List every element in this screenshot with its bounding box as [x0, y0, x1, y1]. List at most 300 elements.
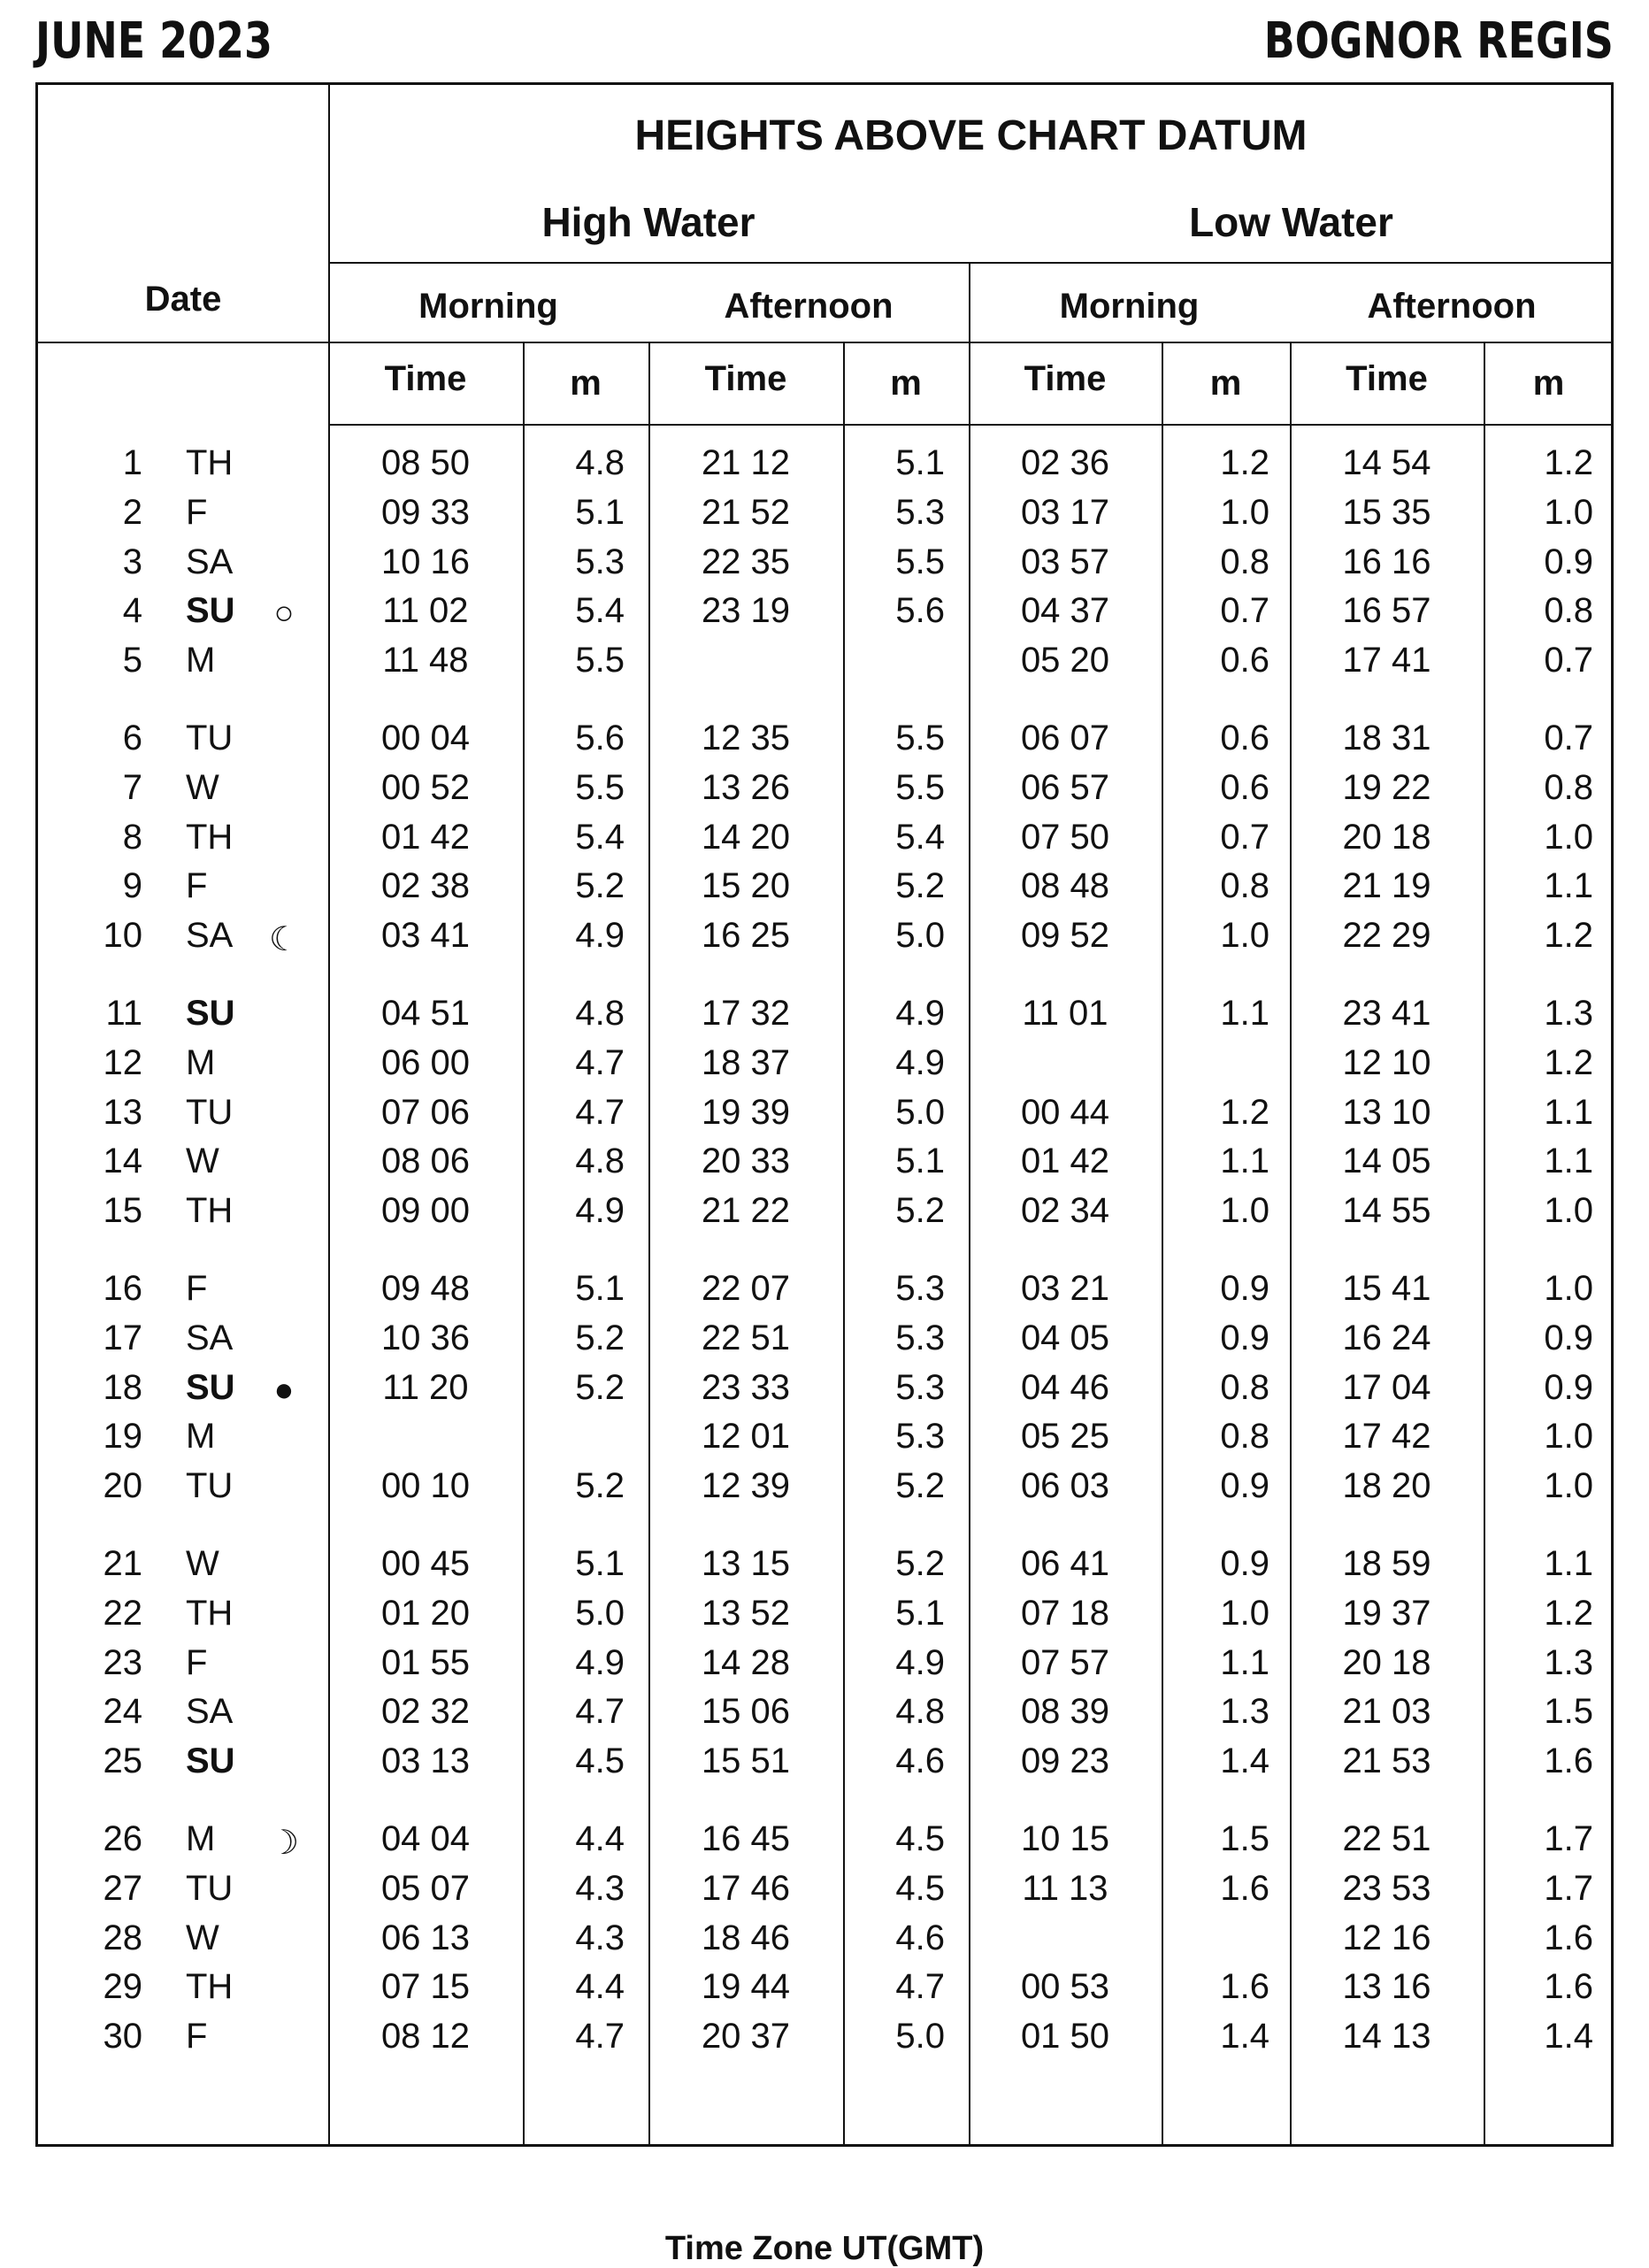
- hw-morning-time: 11 20: [382, 1367, 469, 1407]
- day-of-week: TH: [186, 817, 234, 857]
- hw-afternoon-time: 13 26: [701, 767, 791, 807]
- hw-morning-height: 5.2: [575, 1367, 625, 1407]
- hw-afternoon-height: 5.3: [895, 1318, 945, 1357]
- lw-morning-time: 11 13: [1022, 1868, 1108, 1908]
- lw-morning-height: 1.1: [1220, 1642, 1269, 1682]
- day-of-week: SU: [186, 1367, 235, 1407]
- lw-morning-height: 0.6: [1220, 767, 1269, 807]
- hw-afternoon-height: 4.6: [895, 1741, 945, 1781]
- date-header: Date: [144, 280, 222, 319]
- hw-afternoon-time: 17 46: [701, 1868, 791, 1908]
- hw-afternoon-height: 5.2: [895, 1466, 945, 1506]
- lw-afternoon-time: 15 41: [1342, 1269, 1431, 1308]
- page-title-location: BOGNOR REGIS: [1263, 12, 1614, 70]
- hw-pm-m-header: m: [890, 364, 922, 403]
- hw-morning-time: 06 13: [380, 1918, 471, 1957]
- hw-afternoon-height: 4.6: [895, 1918, 945, 1957]
- lw-afternoon-time: 15 35: [1342, 492, 1431, 532]
- hw-morning-time: 02 38: [380, 866, 471, 906]
- lw-morning-height: 1.5: [1220, 1819, 1269, 1858]
- day-number: 1: [122, 443, 142, 482]
- hw-morning-height: 4.8: [575, 994, 625, 1033]
- hw-morning-height: 4.8: [575, 443, 625, 482]
- day-number: 2: [122, 492, 142, 532]
- hw-afternoon-height: 5.2: [895, 1191, 945, 1231]
- lw-afternoon-height: 0.9: [1544, 542, 1593, 581]
- hw-morning-height: 4.9: [575, 1191, 625, 1231]
- hw-morning-height: 4.9: [575, 1642, 625, 1682]
- hw-morning-time: 04 04: [380, 1819, 471, 1858]
- hw-afternoon-height: 5.3: [895, 492, 945, 532]
- lw-morning-time: 10 15: [1020, 1819, 1110, 1858]
- day-of-week: F: [186, 2017, 208, 2057]
- lw-morning-header: Morning: [1059, 287, 1200, 326]
- day-number: 17: [103, 1318, 142, 1357]
- hw-afternoon-height: 4.9: [895, 1042, 945, 1082]
- hw-afternoon-time: 14 20: [701, 817, 791, 857]
- hw-afternoon-time: 12 01: [701, 1417, 791, 1457]
- lw-afternoon-height: 1.3: [1544, 994, 1593, 1033]
- day-number: 19: [103, 1417, 142, 1457]
- hw-morning-height: 4.4: [575, 1967, 625, 2007]
- lw-afternoon-time: 21 19: [1342, 866, 1431, 906]
- lw-afternoon-time: 20 18: [1342, 1642, 1431, 1682]
- day-number: 20: [103, 1466, 142, 1506]
- lw-afternoon-time: 14 55: [1342, 1191, 1431, 1231]
- day-number: 26: [103, 1819, 142, 1858]
- hw-afternoon-time: 22 07: [701, 1269, 791, 1308]
- lw-morning-time: 03 57: [1020, 542, 1110, 581]
- hw-am-time-header: Time: [384, 359, 467, 398]
- hw-morning-height: 4.9: [575, 916, 625, 956]
- hw-morning-height: 5.1: [575, 492, 625, 532]
- day-of-week: M: [186, 641, 216, 680]
- hw-afternoon-time: 16 25: [701, 916, 791, 956]
- hw-morning-time: 02 32: [380, 1692, 471, 1732]
- lw-morning-height: 0.6: [1220, 719, 1269, 757]
- lw-morning-time: 04 37: [1020, 591, 1110, 631]
- hw-afternoon-height: 4.9: [895, 994, 945, 1033]
- lw-morning-time: 03 17: [1020, 492, 1110, 532]
- lw-am-time-header: Time: [1024, 359, 1107, 398]
- lw-morning-height: 0.7: [1220, 591, 1269, 631]
- hw-morning-time: 09 00: [380, 1191, 471, 1231]
- moon-phase-icon: ●: [273, 1371, 295, 1409]
- lw-morning-time: 07 57: [1020, 1642, 1110, 1682]
- lw-pm-time-header: Time: [1346, 359, 1428, 398]
- day-of-week: SU: [186, 1741, 235, 1781]
- moon-phase-icon: ○: [273, 595, 295, 633]
- lw-afternoon-height: 1.3: [1544, 1642, 1593, 1682]
- hw-morning-time: 07 15: [380, 1967, 471, 2007]
- lw-morning-time: 06 03: [1020, 1466, 1110, 1506]
- day-of-week: M: [186, 1042, 216, 1082]
- lw-afternoon-time: 20 18: [1342, 817, 1431, 857]
- hw-morning-height: 5.4: [575, 591, 625, 631]
- lw-morning-height: 0.8: [1220, 542, 1269, 581]
- day-number: 25: [103, 1741, 142, 1781]
- lw-afternoon-time: 23 41: [1342, 994, 1431, 1033]
- lw-afternoon-height: 1.2: [1544, 1593, 1593, 1633]
- lw-afternoon-height: 0.9: [1544, 1367, 1593, 1407]
- lw-afternoon-height: 0.9: [1544, 1318, 1593, 1357]
- lw-afternoon-height: 1.1: [1544, 1092, 1593, 1132]
- lw-morning-height: 1.0: [1220, 916, 1269, 956]
- day-number: 30: [103, 2017, 142, 2057]
- hw-morning-time: 00 45: [380, 1544, 471, 1583]
- day-number: 14: [103, 1142, 142, 1181]
- day-number: 8: [122, 817, 142, 857]
- hw-afternoon-time: 21 12: [701, 443, 791, 482]
- hw-afternoon-time: 12 35: [701, 719, 791, 757]
- lw-morning-height: 0.8: [1220, 1417, 1269, 1457]
- lw-afternoon-time: 22 51: [1342, 1819, 1431, 1858]
- lw-afternoon-height: 1.6: [1544, 1967, 1593, 2007]
- lw-afternoon-height: 1.0: [1544, 1466, 1593, 1506]
- hw-morning-height: 5.5: [575, 641, 625, 680]
- lw-afternoon-height: 1.6: [1544, 1741, 1593, 1781]
- day-of-week: TH: [186, 1593, 234, 1633]
- lw-afternoon-height: 1.6: [1544, 1918, 1593, 1957]
- hw-afternoon-height: 5.3: [895, 1269, 945, 1308]
- day-number: 13: [103, 1092, 142, 1132]
- hw-morning-height: 5.4: [575, 817, 625, 857]
- lw-afternoon-time: 19 22: [1342, 767, 1431, 807]
- day-number: 5: [122, 641, 142, 680]
- lw-morning-height: 1.1: [1220, 994, 1269, 1033]
- hw-afternoon-time: 23 19: [701, 591, 791, 631]
- day-of-week: TU: [186, 1092, 234, 1132]
- day-number: 12: [103, 1042, 142, 1082]
- day-of-week: TH: [186, 443, 234, 482]
- hw-morning-time: 00 10: [380, 1466, 471, 1506]
- hw-morning-height: 4.3: [575, 1868, 625, 1908]
- day-number: 7: [122, 767, 142, 807]
- hw-am-m-header: m: [570, 364, 602, 403]
- hw-morning-time: 03 13: [380, 1741, 471, 1781]
- lw-afternoon-time: 17 04: [1342, 1367, 1431, 1407]
- hw-afternoon-header: Afternoon: [724, 287, 894, 326]
- day-number: 6: [122, 719, 142, 757]
- day-of-week: SA: [186, 1318, 234, 1357]
- lw-afternoon-height: 1.0: [1544, 1269, 1593, 1308]
- day-of-week: TU: [186, 719, 234, 757]
- lw-afternoon-time: 16 24: [1342, 1318, 1431, 1357]
- hw-morning-height: 5.2: [575, 866, 625, 906]
- lw-morning-time: 09 52: [1020, 916, 1110, 956]
- lw-morning-height: 1.6: [1220, 1967, 1269, 2007]
- hw-morning-time: 05 07: [380, 1868, 471, 1908]
- hw-morning-time: 11 48: [382, 641, 469, 680]
- lw-morning-time: 05 25: [1020, 1417, 1110, 1457]
- lw-morning-height: 0.8: [1220, 1367, 1269, 1407]
- hw-afternoon-height: 4.5: [895, 1868, 945, 1908]
- day-of-week: F: [186, 1269, 208, 1308]
- lw-morning-height: 0.9: [1220, 1318, 1269, 1357]
- lw-afternoon-height: 0.8: [1544, 591, 1593, 631]
- lw-morning-time: 07 18: [1020, 1593, 1110, 1633]
- hw-morning-time: 01 42: [380, 817, 471, 857]
- hw-morning-time: 11 02: [382, 591, 469, 631]
- lw-afternoon-height: 1.0: [1544, 492, 1593, 532]
- hw-afternoon-height: 4.9: [895, 1642, 945, 1682]
- day-of-week: TU: [186, 1868, 234, 1908]
- lw-afternoon-time: 16 57: [1342, 591, 1431, 631]
- lw-afternoon-time: 14 13: [1342, 2017, 1431, 2057]
- hw-morning-height: 4.3: [575, 1918, 625, 1957]
- high-water-header: High Water: [541, 199, 755, 245]
- lw-morning-height: 1.1: [1220, 1142, 1269, 1181]
- hw-afternoon-time: 18 37: [701, 1042, 791, 1082]
- lw-afternoon-height: 1.2: [1544, 916, 1593, 956]
- moon-phase-icon: ☽: [268, 1825, 300, 1862]
- lw-afternoon-height: 1.0: [1544, 817, 1593, 857]
- hw-morning-height: 4.5: [575, 1741, 625, 1781]
- day-of-week: SA: [186, 916, 234, 956]
- lw-afternoon-height: 1.0: [1544, 1417, 1593, 1457]
- lw-afternoon-height: 0.8: [1544, 767, 1593, 807]
- lw-afternoon-time: 18 59: [1342, 1544, 1431, 1583]
- day-of-week: TH: [186, 1967, 234, 2007]
- day-number: 18: [103, 1367, 142, 1407]
- lw-afternoon-height: 1.0: [1544, 1191, 1593, 1231]
- day-number: 29: [103, 1967, 142, 2007]
- lw-morning-time: 06 57: [1020, 767, 1110, 807]
- hw-morning-time: 08 50: [380, 443, 471, 482]
- hw-morning-time: 00 04: [380, 719, 471, 757]
- hw-afternoon-height: 4.7: [895, 1967, 945, 2007]
- lw-afternoon-height: 1.1: [1544, 1544, 1593, 1583]
- day-of-week: W: [186, 1142, 219, 1181]
- hw-afternoon-height: 5.6: [895, 591, 945, 631]
- lw-afternoon-height: 0.7: [1544, 641, 1593, 680]
- hw-morning-time: 08 12: [380, 2017, 471, 2057]
- hw-morning-height: 5.0: [575, 1593, 625, 1633]
- lw-morning-time: 00 53: [1020, 1967, 1110, 2007]
- tide-table: [35, 82, 1614, 2147]
- lw-morning-time: 05 20: [1020, 641, 1110, 680]
- hw-morning-time: 06 00: [380, 1042, 471, 1082]
- hw-afternoon-time: 13 15: [701, 1544, 791, 1583]
- lw-afternoon-time: 16 16: [1342, 542, 1431, 581]
- hw-afternoon-height: 5.0: [895, 2017, 945, 2057]
- hw-morning-time: 04 51: [380, 994, 471, 1033]
- lw-morning-height: 0.8: [1220, 866, 1269, 906]
- day-number: 22: [103, 1593, 142, 1633]
- page-title-month: JUNE 2023: [35, 12, 272, 70]
- day-number: 24: [103, 1692, 142, 1732]
- hw-morning-height: 5.5: [575, 767, 625, 807]
- lw-afternoon-height: 1.2: [1544, 443, 1593, 482]
- day-number: 21: [103, 1544, 142, 1583]
- moon-phase-icon: ☾: [268, 921, 300, 959]
- hw-afternoon-height: 5.0: [895, 916, 945, 956]
- hw-afternoon-height: 5.1: [895, 443, 945, 482]
- hw-afternoon-height: 5.4: [895, 817, 945, 857]
- lw-afternoon-time: 18 20: [1342, 1466, 1431, 1506]
- lw-morning-time: 11 01: [1022, 994, 1108, 1033]
- lw-afternoon-time: 23 53: [1342, 1868, 1431, 1908]
- hw-afternoon-time: 21 52: [701, 492, 791, 532]
- lw-afternoon-time: 21 53: [1342, 1741, 1431, 1781]
- day-number: 23: [103, 1642, 142, 1682]
- day-of-week: TU: [186, 1466, 234, 1506]
- hw-afternoon-height: 5.1: [895, 1593, 945, 1633]
- lw-afternoon-height: 0.7: [1544, 719, 1593, 757]
- day-number: 10: [103, 916, 142, 956]
- hw-morning-height: 4.7: [575, 1692, 625, 1732]
- lw-afternoon-height: 1.2: [1544, 1042, 1593, 1082]
- lw-afternoon-header: Afternoon: [1367, 287, 1537, 326]
- hw-morning-time: 10 36: [380, 1318, 471, 1357]
- hw-morning-time: 07 06: [380, 1092, 471, 1132]
- day-number: 27: [103, 1868, 142, 1908]
- lw-afternoon-time: 14 54: [1342, 443, 1431, 482]
- hw-afternoon-height: 4.8: [895, 1692, 945, 1732]
- day-of-week: SU: [186, 994, 235, 1033]
- lw-morning-time: 07 50: [1020, 817, 1110, 857]
- hw-afternoon-time: 12 39: [701, 1466, 791, 1506]
- hw-morning-height: 5.6: [575, 719, 625, 757]
- lw-afternoon-time: 17 41: [1342, 641, 1431, 680]
- lw-morning-height: 1.4: [1220, 1741, 1269, 1781]
- day-number: 9: [122, 866, 142, 906]
- hw-afternoon-height: 5.3: [895, 1417, 945, 1457]
- hw-afternoon-time: 22 35: [701, 542, 791, 581]
- hw-morning-header: Morning: [418, 287, 558, 326]
- day-number: 4: [122, 591, 142, 631]
- hw-morning-time: 03 41: [380, 916, 471, 956]
- hw-morning-height: 4.4: [575, 1819, 625, 1858]
- lw-afternoon-time: 13 10: [1342, 1092, 1431, 1132]
- lw-morning-height: 0.9: [1220, 1466, 1269, 1506]
- hw-afternoon-height: 5.0: [895, 1092, 945, 1132]
- lw-morning-time: 04 05: [1020, 1318, 1110, 1357]
- lw-afternoon-time: 19 37: [1342, 1593, 1431, 1633]
- hw-afternoon-time: 21 22: [701, 1191, 791, 1231]
- day-of-week: M: [186, 1819, 216, 1858]
- lw-afternoon-height: 1.7: [1544, 1868, 1593, 1908]
- day-number: 3: [122, 542, 142, 581]
- lw-pm-m-header: m: [1532, 364, 1565, 403]
- hw-afternoon-time: 13 52: [701, 1593, 791, 1633]
- hw-morning-time: 01 20: [380, 1593, 471, 1633]
- lw-morning-height: 1.0: [1220, 1191, 1269, 1231]
- hw-afternoon-time: 19 44: [701, 1967, 791, 2007]
- hw-morning-height: 5.1: [575, 1544, 625, 1583]
- divider-header-top: [328, 262, 1614, 264]
- hw-morning-time: 01 55: [380, 1642, 471, 1682]
- day-of-week: W: [186, 1544, 219, 1583]
- day-of-week: M: [186, 1417, 216, 1457]
- hw-afternoon-height: 5.1: [895, 1142, 945, 1181]
- hw-afternoon-time: 15 06: [701, 1692, 791, 1732]
- hw-afternoon-time: 17 32: [701, 994, 791, 1033]
- hw-afternoon-height: 5.5: [895, 767, 945, 807]
- lw-afternoon-time: 14 05: [1342, 1142, 1431, 1181]
- hw-afternoon-time: 15 51: [701, 1741, 791, 1781]
- hw-afternoon-time: 23 33: [701, 1367, 791, 1407]
- hw-morning-time: 10 16: [380, 542, 471, 581]
- day-of-week: SU: [186, 591, 235, 631]
- day-number: 28: [103, 1918, 142, 1957]
- day-number: 15: [103, 1191, 142, 1231]
- lw-morning-time: 02 36: [1020, 443, 1110, 482]
- hw-morning-time: 09 48: [380, 1269, 471, 1308]
- lw-morning-time: 06 07: [1020, 719, 1110, 757]
- hw-afternoon-height: 5.3: [895, 1367, 945, 1407]
- day-of-week: SA: [186, 1692, 234, 1732]
- hw-afternoon-time: 22 51: [701, 1318, 791, 1357]
- hw-afternoon-time: 14 28: [701, 1642, 791, 1682]
- lw-morning-height: 1.4: [1220, 2017, 1269, 2057]
- hw-afternoon-time: 20 37: [701, 2017, 791, 2057]
- lw-afternoon-height: 1.1: [1544, 1142, 1593, 1181]
- lw-morning-time: 08 48: [1020, 866, 1110, 906]
- divider-header-bottom: [38, 342, 1614, 343]
- hw-morning-height: 5.2: [575, 1466, 625, 1506]
- hw-afternoon-time: 20 33: [701, 1142, 791, 1181]
- lw-afternoon-time: 12 10: [1342, 1042, 1431, 1082]
- lw-afternoon-time: 18 31: [1342, 719, 1431, 757]
- hw-afternoon-height: 5.2: [895, 866, 945, 906]
- day-of-week: F: [186, 492, 208, 532]
- lw-afternoon-height: 1.7: [1544, 1819, 1593, 1858]
- day-of-week: W: [186, 1918, 219, 1957]
- hw-morning-height: 4.7: [575, 1042, 625, 1082]
- lw-morning-height: 0.6: [1220, 641, 1269, 680]
- hw-afternoon-time: 18 46: [701, 1918, 791, 1957]
- lw-afternoon-time: 22 29: [1342, 916, 1431, 956]
- lw-morning-height: 0.9: [1220, 1544, 1269, 1583]
- lw-morning-height: 1.3: [1220, 1692, 1269, 1732]
- hw-pm-time-header: Time: [704, 359, 787, 398]
- hw-morning-time: 00 52: [380, 767, 471, 807]
- hw-afternoon-height: 5.5: [895, 719, 945, 757]
- hw-morning-height: 5.2: [575, 1318, 625, 1357]
- hw-morning-height: 5.1: [575, 1269, 625, 1308]
- lw-afternoon-time: 13 16: [1342, 1967, 1431, 2007]
- lw-morning-time: 03 21: [1020, 1269, 1110, 1308]
- heights-header: HEIGHTS ABOVE CHART DATUM: [634, 112, 1308, 159]
- low-water-header: Low Water: [1189, 199, 1393, 245]
- lw-afternoon-height: 1.4: [1544, 2017, 1593, 2057]
- hw-morning-height: 5.3: [575, 542, 625, 581]
- lw-afternoon-time: 17 42: [1342, 1417, 1431, 1457]
- hw-afternoon-height: 5.5: [895, 542, 945, 581]
- timezone-note: Time Zone UT(GMT): [664, 2230, 985, 2267]
- lw-morning-time: 01 50: [1020, 2017, 1110, 2057]
- hw-afternoon-time: 15 20: [701, 866, 791, 906]
- day-number: 11: [105, 994, 142, 1033]
- lw-afternoon-height: 1.1: [1544, 866, 1593, 906]
- day-of-week: SA: [186, 542, 234, 581]
- day-number: 16: [103, 1269, 142, 1308]
- lw-morning-time: 04 46: [1020, 1367, 1110, 1407]
- lw-morning-height: 1.6: [1220, 1868, 1269, 1908]
- day-of-week: TH: [186, 1191, 234, 1231]
- lw-morning-height: 1.0: [1220, 492, 1269, 532]
- lw-afternoon-time: 21 03: [1342, 1692, 1431, 1732]
- hw-morning-height: 4.7: [575, 1092, 625, 1132]
- hw-morning-height: 4.7: [575, 2017, 625, 2057]
- lw-morning-height: 1.2: [1220, 443, 1269, 482]
- divider-columns: [328, 424, 1614, 426]
- lw-afternoon-time: 12 16: [1342, 1918, 1431, 1957]
- lw-afternoon-height: 1.5: [1544, 1692, 1593, 1732]
- hw-morning-time: 09 33: [380, 492, 471, 532]
- hw-morning-time: 08 06: [380, 1142, 471, 1181]
